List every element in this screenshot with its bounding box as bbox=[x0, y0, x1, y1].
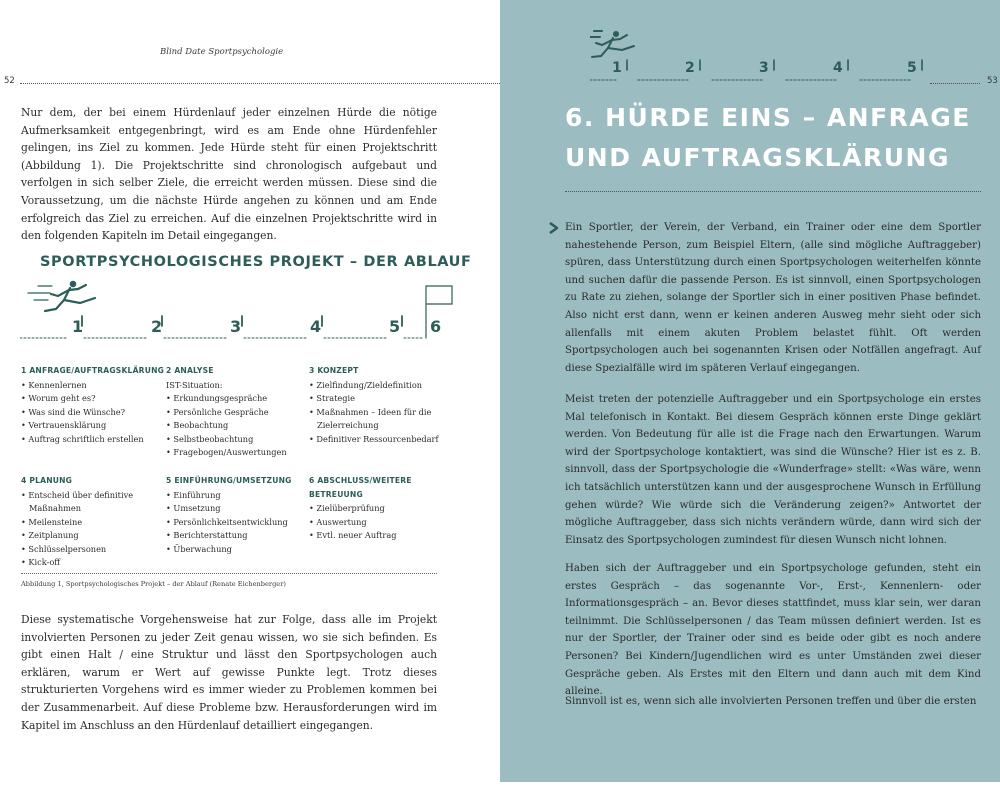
header-step-3: 3 bbox=[759, 60, 769, 76]
list-item: • Überwachung bbox=[166, 543, 232, 554]
left-paragraph-1: Nur dem, der bei einem Hürdenlauf jeder einzelnen Hürde die nötige Aufmerksamkeit entgegenbringt, wird es am Ende ohne Hürdenfehler gelingen, ins Ziel zu kommen. Jede Hürde steht für einen Projektschritt (Abbildung 1). Die Projektschritte sind chronologisch aufgebaut und verfolgen in sich selber Ziele, die erreicht werden müssen. Diese sind die Voraussetzung, um die nächste Hürde angehen zu können und am Ende erfolgreich das Ziel zu erreichen. Auf die einzelnen Projektschritte wird in den folgenden Kapiteln im Detail eingegangen. bbox=[21, 106, 437, 243]
chevron-right-icon bbox=[548, 222, 560, 234]
header-step-2: 2 bbox=[685, 60, 695, 76]
list-item: • Strategie bbox=[309, 393, 355, 403]
list-item: • Meilensteine bbox=[21, 516, 83, 527]
page-number-left: 52 bbox=[4, 76, 15, 86]
page-number-right: 53 bbox=[987, 76, 998, 86]
chapter-rule bbox=[565, 191, 981, 192]
right-paragraph-4: Sinnvoll ist es, wenn sich alle involvierten Personen treffen und über die ersten bbox=[565, 696, 977, 707]
column-heading: 1 ANFRAGE/AUFTRAGSKLÄRUNG bbox=[21, 366, 165, 375]
list-item: • Beobachtung bbox=[166, 420, 229, 430]
runner-icon bbox=[45, 281, 95, 311]
header-rule-left bbox=[20, 83, 500, 84]
figure-step-5: 5 bbox=[389, 317, 401, 336]
column-4 bbox=[21, 474, 133, 570]
figure-step-2: 2 bbox=[151, 317, 163, 336]
list-item: Maßnahmen bbox=[29, 503, 82, 513]
list-item: IST-Situation: bbox=[166, 379, 223, 390]
column-heading: 2 ANALYSE bbox=[166, 366, 214, 375]
list-item: • Maßnahmen – Ideen für die bbox=[309, 406, 432, 417]
figure-rule bbox=[21, 573, 437, 574]
list-item: • Was sind die Wünsche? bbox=[21, 406, 125, 417]
list-item: • Umsetzung bbox=[166, 503, 221, 513]
list-item: • Worum geht es? bbox=[21, 393, 96, 403]
list-item: • Schlüsselpersonen bbox=[21, 543, 107, 554]
header-step-4: 4 bbox=[833, 60, 843, 76]
figure-step-1: 1 bbox=[72, 317, 84, 336]
figure-title: SPORTPSYCHOLOGISCHES PROJEKT – DER ABLAUF bbox=[40, 254, 472, 270]
list-item: • Kennenlernen bbox=[21, 379, 87, 390]
hurdles bbox=[82, 316, 402, 326]
list-item: • Selbstbeobachtung bbox=[166, 433, 254, 444]
list-item: • Berichterstattung bbox=[166, 530, 248, 540]
list-item: • Evtl. neuer Auftrag bbox=[309, 530, 397, 540]
header-step-5: 5 bbox=[907, 60, 917, 76]
column-heading: 6 ABSCHLUSS/WEITERE BETREUUNG bbox=[309, 476, 412, 499]
column-heading: 3 KONZEPT bbox=[309, 366, 359, 375]
figure-step-4: 4 bbox=[310, 317, 322, 336]
column-2 bbox=[166, 364, 287, 460]
figure-step-6: 6 bbox=[430, 317, 442, 336]
header-rule-right bbox=[930, 83, 980, 84]
list-item: Zielerreichung bbox=[317, 420, 379, 430]
list-item: • Einführung bbox=[166, 489, 221, 500]
header-step-1: 1 bbox=[612, 60, 622, 76]
list-item: • Entscheid über definitive bbox=[21, 489, 134, 500]
runner-icon bbox=[590, 31, 634, 57]
list-item: • Zeitplanung bbox=[21, 530, 79, 540]
column-5 bbox=[166, 474, 292, 556]
right-paragraph-1: Ein Sportler, der Verein, der Verband, ein Trainer oder eine dem Sportler nahestehende Person, zum Beispiel Eltern, (alle sind mögliche Auftraggeber) spüren, dass Unterstützung durch einen Sportpsychologen weiterhelfen könnte und suchen dafür die passende Person. Es ist sinnvoll, einen Sportpsychologen zu Rate zu ziehen, solange der Sportler sich in einer positiven Phase befindet. Also nicht erst dann, wenn er keinen anderen Ausweg mehr sieht oder sich allenfalls mit einem akuten Problem belastet fühlt. Oft werden Sportpsychologen auch bei sogenannten Krisen oder Notfällen angefragt. Auf diese Spezialfälle wird im späteren Verlauf eingegangen. bbox=[565, 222, 981, 374]
list-item: • Persönliche Gespräche bbox=[166, 406, 269, 417]
running-head: Blind Date Sportpsychologie bbox=[160, 47, 284, 57]
left-paragraph-2: Diese systematische Vorgehensweise hat zur Folge, dass alle im Projekt involvierten Personen zu jeder Zeit genau wissen, wo sie sich befinden. Es gibt einen Halt / eine Struktur und lässt den Sportpsychologen auch erklären, warum er Wert auf gewisse Punkte legt. Trotz dieses strukturierten Vorgehens wird es immer wieder zu Problemen kommen bei der Zusammenarbeit. Auf diese Probleme bzw. Herausforderungen wird im Kapitel im Anschluss an den Hürdenlauf detailliert eingegangen. bbox=[21, 613, 437, 732]
list-item: • Kick-off bbox=[21, 557, 61, 567]
list-item: • Definitiver Ressourcenbedarf bbox=[309, 433, 439, 444]
list-item: • Auftrag schriftlich erstellen bbox=[21, 433, 144, 444]
list-item: • Zielfindung/Zieldefinition bbox=[309, 379, 423, 390]
right-paragraph-2: Meist treten der potenzielle Auftraggeber und ein Sportpsychologe ein erstes Mal telefonisch in Kontakt. Bei diesem Gespräch können erste Dinge geklärt werden. Von Bedeutung für alle ist die Frage nach den Erwartungen. Warum wird der Sportpsychologe kontaktiert, was sind die Wünsche? Hier ist es z. B. sinnvoll, dass der Sportpsychologie die «Wunderfrage» stellt: «Was wäre, wenn ich tatsächlich unterstützen kann und der ausgesprochene Wunsch in Erfüllung gehen würde? Wie würde sich die Veränderung zeigen?» Antwortet der mögliche Auftraggeber, dass sich nichts verändern würde, dann wird sich der Einsatz des Sportpsychologen zumindest für diesen Wunsch nicht lohnen. bbox=[565, 394, 981, 546]
list-item: • Vertrauensklärung bbox=[21, 420, 107, 430]
figure-caption: Abbildung 1, Sportpsychologisches Projekt – der Ablauf (Renate Eichenberger) bbox=[21, 580, 286, 588]
column-heading: 5 EINFÜHRUNG/UMSETZUNG bbox=[166, 476, 292, 485]
right-paragraph-3: Haben sich der Auftraggeber und ein Sportpsychologe gefunden, steht ein erstes Gespräch – das sogenannte Vor-, Erst-, Kennenlern- oder Informationsgespräch – an. Bevor dieses stattfindet, muss klar sein, wer daran teilnimmt. Die Schlüsselpersonen / das Team müssen definiert werden. Ist es nur der Sportler, der Trainer oder sind es beide oder gibt es noch andere Personen? Bei Kindern/Jugendlichen wird es unter Umständen zwei dieser Gespräche geben. Als Erstes mit den Eltern und dann auch mit dem Kind alleine. bbox=[565, 563, 981, 698]
figure-step-3: 3 bbox=[230, 317, 242, 336]
list-item: • Zielüberprüfung bbox=[309, 503, 385, 513]
column-3 bbox=[309, 364, 438, 446]
column-heading: 4 PLANUNG bbox=[21, 476, 73, 485]
list-item: • Fragebogen/Auswertungen bbox=[166, 447, 287, 457]
list-item: • Persönlichkeitsentwicklung bbox=[166, 516, 288, 527]
chapter-title: 6. HÜRDE EINS – ANFRAGE UND AUFTRAGSKLÄRUNG bbox=[565, 103, 971, 172]
column-6 bbox=[309, 474, 441, 543]
list-item: • Auswertung bbox=[309, 516, 367, 527]
column-1 bbox=[21, 364, 164, 446]
list-item: • Erkundungsgespräche bbox=[166, 393, 268, 403]
header-hurdles bbox=[627, 60, 922, 70]
